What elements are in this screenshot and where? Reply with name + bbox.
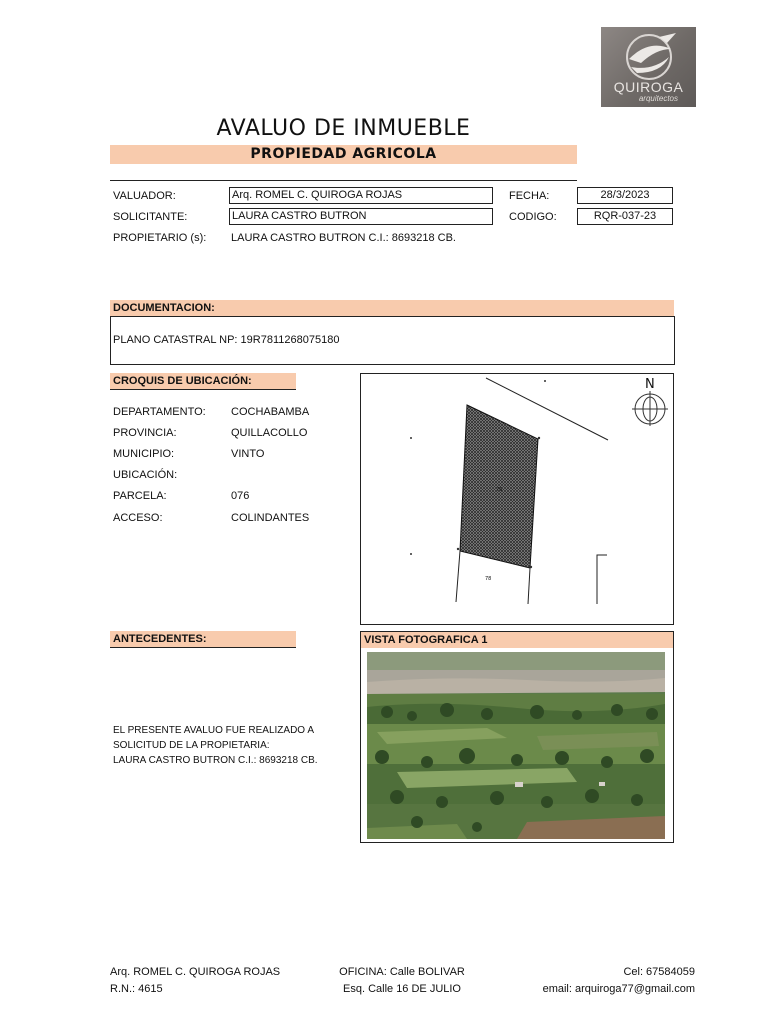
departamento-label: DEPARTAMENTO: xyxy=(113,406,206,418)
footer-email[interactable]: email: arquiroga77@gmail.com xyxy=(542,983,695,995)
landscape-photo xyxy=(367,652,665,839)
antecedentes-line: EL PRESENTE AVALUO FUE REALIZADO A xyxy=(113,725,314,736)
departamento-value: COCHABAMBA xyxy=(231,406,310,418)
acceso-value: COLINDANTES xyxy=(231,512,310,524)
header-divider xyxy=(110,180,577,181)
codigo-field: RQR-037-23 xyxy=(577,208,673,225)
boundary-line xyxy=(456,551,460,602)
provincia-label: PROVINCIA: xyxy=(113,427,177,439)
solicitante-label: SOLICITANTE: xyxy=(113,211,188,223)
company-logo xyxy=(601,27,696,107)
antecedentes-line: SOLICITUD DE LA PROPIETARIA: xyxy=(113,740,270,751)
logo-subtitle: arquitectos xyxy=(638,94,678,103)
footer-rn: R.N.: 4615 xyxy=(110,983,163,995)
provincia-value: QUILLACOLLO xyxy=(231,427,308,439)
documentacion-box xyxy=(110,316,675,365)
boundary-line xyxy=(528,568,530,604)
location-map xyxy=(360,373,674,625)
croquis-header: CROQUIS DE UBICACIÓN: xyxy=(110,373,296,390)
acceso-label: ACCESO: xyxy=(113,512,163,524)
neighbor-lot-label: 78 xyxy=(485,576,492,582)
propietario-label: PROPIETARIO (s): xyxy=(113,232,207,244)
cadastral-sketch xyxy=(361,374,673,624)
documentacion-header: DOCUMENTACION: xyxy=(110,300,674,316)
footer-name: Arq. ROMEL C. QUIROGA ROJAS xyxy=(110,966,281,978)
fecha-label: FECHA: xyxy=(509,190,550,202)
parcela-label: PARCELA: xyxy=(113,490,167,502)
plano-catastral-text: PLANO CATASTRAL NP: 19R7811268075180 xyxy=(113,334,340,346)
valuador-label: VALUADOR: xyxy=(113,190,176,202)
photo-frame xyxy=(360,631,674,843)
antecedentes-line: LAURA CASTRO BUTRON C.I.: 8693218 CB. xyxy=(113,755,318,766)
document-title: AVALUO DE INMUEBLE xyxy=(216,116,471,141)
codigo-label: CODIGO: xyxy=(509,211,557,223)
logo-name: QUIROGA xyxy=(613,79,684,95)
fecha-field: 28/3/2023 xyxy=(577,187,673,204)
solicitante-field: LAURA CASTRO BUTRON xyxy=(229,208,493,225)
document-subtitle: PROPIEDAD AGRICOLA xyxy=(110,145,577,164)
boundary-line xyxy=(597,555,607,604)
parcela-value: 076 xyxy=(231,490,250,502)
footer-cel: Cel: 67584059 xyxy=(623,966,695,978)
antecedentes-text xyxy=(113,723,318,768)
footer-office: OFICINA: Calle BOLIVAR xyxy=(339,966,465,978)
north-arrow-icon xyxy=(632,377,668,426)
propietario-value: LAURA CASTRO BUTRON C.I.: 8693218 CB. xyxy=(231,232,456,244)
antecedentes-header: ANTECEDENTES: xyxy=(110,631,296,648)
photo-header: VISTA FOTOGRAFICA 1 xyxy=(361,632,674,648)
footer-office-corner: Esq. Calle 16 DE JULIO xyxy=(343,983,461,995)
municipio-label: MUNICIPIO: xyxy=(113,448,175,460)
valuador-field: Arq. ROMEL C. QUIROGA ROJAS xyxy=(229,187,493,204)
lot-label: 76 xyxy=(496,487,503,493)
municipio-value: VINTO xyxy=(231,448,265,460)
north-label: N xyxy=(645,377,655,392)
ubicacion-label: UBICACIÓN: xyxy=(113,469,178,481)
